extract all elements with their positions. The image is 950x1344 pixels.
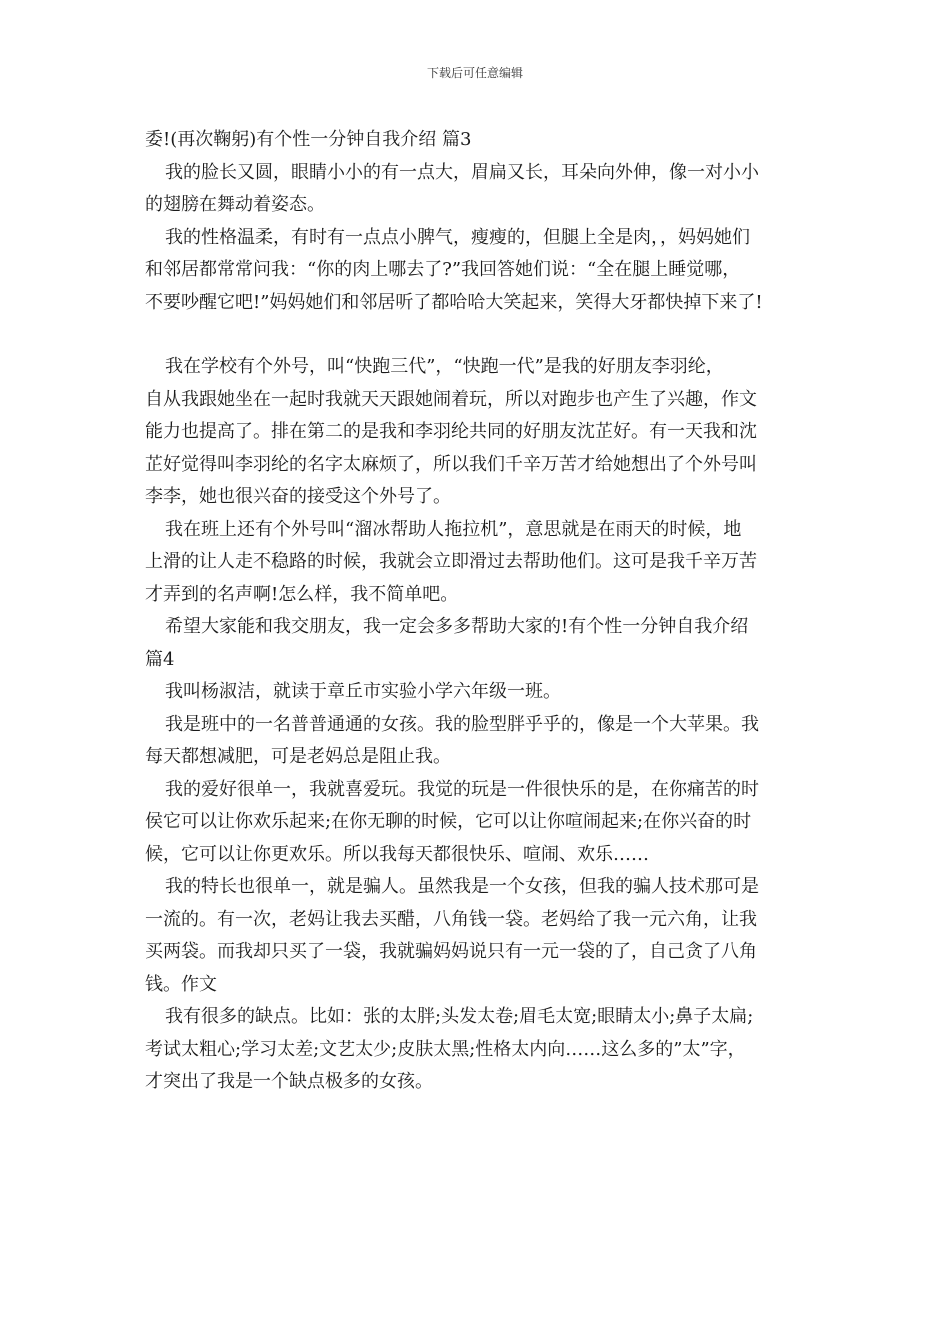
paragraph — [145, 351, 817, 514]
paragraph — [145, 157, 817, 222]
paragraph — [145, 676, 817, 709]
text-line: 篇4 — [145, 648, 175, 670]
text-line: 能力也提高了。排在第二的是我和李羽纶共同的好朋友沈芷好。有一天我和沈 — [145, 421, 757, 442]
paragraph — [145, 709, 817, 774]
paragraph — [145, 514, 817, 612]
paragraph — [145, 611, 817, 676]
text-line: 委!(再次鞠躬)有个性一分钟自我介绍 篇3 — [145, 129, 472, 150]
paragraph — [145, 124, 817, 157]
text-line: 我叫杨淑洁，就读于章丘市实验小学六年级一班。 — [165, 681, 561, 702]
text-line: 我的性格温柔，有时有一点点小脾气，瘦瘦的，但腿上全是肉，，妈妈她们 — [165, 226, 750, 248]
text-line: 候，它可以让你更欢乐。所以我每天都很快乐、喧闹、欢乐…… — [145, 843, 649, 865]
text-line: 考试太粗心;学习太差;文艺太少;皮肤太黑;性格太内向……这么多的”太”字， — [145, 1038, 746, 1060]
text-line: 自从我跟她坐在一起时我就天天跟她闹着玩，所以对跑步也产生了兴趣，作文 — [145, 388, 757, 410]
paragraph-gap — [145, 319, 817, 351]
page-header: 下载后可任意编辑 — [426, 66, 523, 80]
paragraph — [145, 871, 817, 1001]
text-line: 和邻居都常常问我：“你的肉上哪去了?”我回答她们说：“全在腿上睡觉哪， — [145, 259, 741, 280]
text-line: 才弄到的名声啊!怎么样，我不简单吧。 — [145, 583, 459, 605]
text-line: 希望大家能和我交朋友，我一定会多多帮助大家的!有个性一分钟自我介绍 — [165, 616, 749, 637]
text-line: 每天都想减肥，可是老妈总是阻止我。 — [145, 746, 451, 767]
text-line: 钱。作文 — [145, 973, 217, 995]
paragraph — [145, 774, 817, 872]
text-line: 不要吵醒它吧!”妈妈她们和邻居听了都哈哈大笑起来，笑得大牙都快掉下来了! — [145, 291, 763, 313]
text-line: 一流的。有一次，老妈让我去买醋，八角钱一袋。老妈给了我一元六角，让我 — [145, 908, 757, 930]
text-line: 才突出了我是一个缺点极多的女孩。 — [145, 1071, 433, 1092]
text-line: 李李，她也很兴奋的接受这个外号了。 — [145, 486, 451, 507]
text-line: 的翅膀在舞动着姿态。 — [145, 194, 325, 215]
text-line: 我有很多的缺点。比如：张的太胖;头发太卷;眉毛太宽;眼睛太小;鼻子太扁; — [165, 1006, 754, 1027]
text-line: 芷好觉得叫李羽纶的名字太麻烦了，所以我们千辛万苦才给她想出了个外号叫 — [145, 453, 757, 475]
text-line: 买两袋。而我却只买了一袋，我就骗妈妈说只有一元一袋的了，自己贪了八角 — [145, 941, 757, 962]
text-line: 我的特长也很单一，就是骗人。虽然我是一个女孩，但我的骗人技术那可是 — [165, 876, 759, 897]
text-line: 我在班上还有个外号叫“溜冰帮助人拖拉机”，意思就是在雨天的时候，地 — [165, 518, 742, 540]
text-line: 侯它可以让你欢乐起来;在你无聊的时候，它可以让你喧闹起来;在你兴奋的时 — [145, 811, 752, 832]
text-line: 我的脸长又圆，眼睛小小的有一点大，眉扁又长，耳朵向外伸，像一对小小 — [165, 161, 759, 183]
text-line: 我是班中的一名普普通通的女孩。我的脸型胖乎乎的，像是一个大苹果。我 — [165, 713, 759, 735]
paragraph — [145, 1001, 817, 1099]
text-line: 我的爱好很单一，我就喜爱玩。我觉的玩是一件很快乐的是，在你痛苦的时 — [165, 778, 759, 800]
text-line: 上滑的让人走不稳路的时候，我就会立即滑过去帮助他们。这可是我千辛万苦 — [145, 551, 757, 572]
paragraph — [145, 222, 817, 320]
text-line: 我在学校有个外号，叫“快跑三代”，“快跑一代”是我的好朋友李羽纶， — [165, 356, 724, 377]
document-body — [145, 124, 817, 1099]
